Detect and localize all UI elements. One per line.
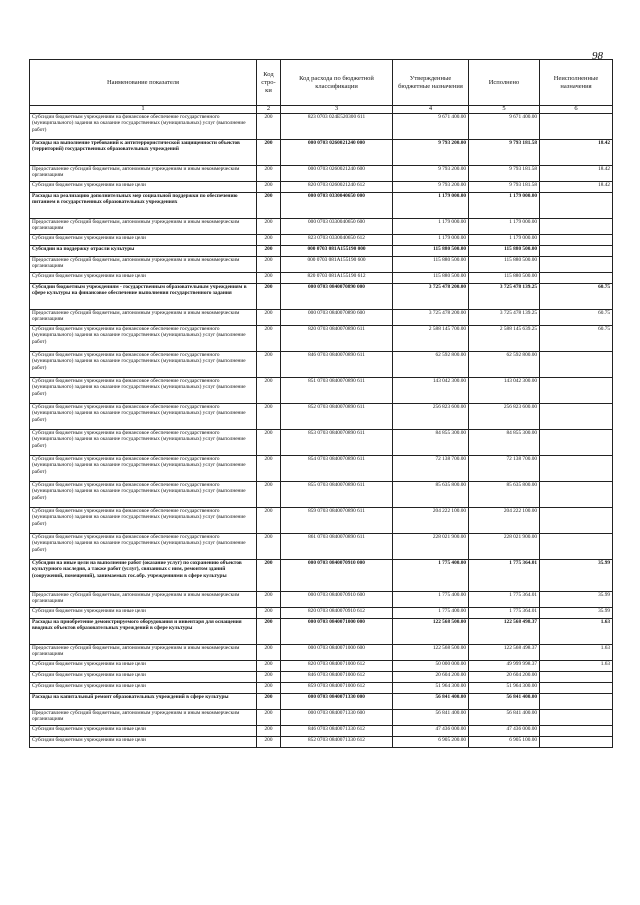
column-number: 3: [281, 106, 393, 114]
row-executed-amount: 9 793 181.58: [469, 182, 540, 193]
row-unfulfilled-amount: [540, 672, 613, 683]
row-name: Субсидии бюджетным учреждениям на финансовое обеспечение государственного (муниципального) задания на оказание государственных (муниципальных) услуг (выполнение работ): [30, 456, 257, 482]
row-unfulfilled-amount: [540, 352, 613, 378]
row-line-code: 200: [257, 534, 281, 560]
row-unfulfilled-amount: [540, 378, 613, 404]
table-row: [30, 645, 613, 661]
row-line-code: 200: [257, 683, 281, 694]
row-executed-amount: 115 880 500.00: [469, 257, 540, 273]
row-expense-code: 000 0703 0840070910 600: [281, 592, 393, 608]
table-row: [30, 378, 613, 404]
row-approved-amount: 1 775 400.00: [393, 560, 469, 592]
row-executed-amount: 1 179 000.00: [469, 219, 540, 235]
row-approved-amount: 115 880 500.00: [393, 273, 469, 284]
row-name: Субсидии бюджетным учреждениям на иные цели: [30, 737, 257, 748]
row-approved-amount: 84 855 300.00: [393, 430, 469, 456]
row-expense-code: 853 0703 0840070890 611: [281, 430, 393, 456]
row-unfulfilled-amount: 18.42: [540, 140, 613, 166]
row-unfulfilled-amount: [540, 482, 613, 508]
row-executed-amount: 204 222 100.00: [469, 508, 540, 534]
row-executed-amount: 115 880 500.00: [469, 246, 540, 257]
column-number: 2: [257, 106, 281, 114]
header-name: Наименование показателя: [30, 60, 257, 106]
row-approved-amount: 62 592 800.00: [393, 352, 469, 378]
row-line-code: 200: [257, 284, 281, 310]
row-executed-amount: 256 823 600.00: [469, 404, 540, 430]
row-expense-code: 000 0703 0330040650 000: [281, 193, 393, 219]
table-row: [30, 710, 613, 726]
row-expense-code: 859 0703 0840071000 612: [281, 683, 393, 694]
row-expense-code: 846 0703 0840071330 612: [281, 726, 393, 737]
row-unfulfilled-amount: [540, 430, 613, 456]
row-name: Субсидии бюджетным учреждениям на иные цели: [30, 683, 257, 694]
table-row: [30, 534, 613, 560]
row-name: Расходы на приобретение демонстрируемого оборудования и инвентаря для оснащения вводных объектов образовательных учреждений в сфере культуры: [30, 619, 257, 645]
table-row: [30, 672, 613, 683]
row-name: Субсидии бюджетным учреждениям - государственным образовательным учреждениям в сфере культуры на финансовое обеспечение выполнения государственного задания: [30, 284, 257, 310]
row-approved-amount: 1 775 400.00: [393, 592, 469, 608]
row-expense-code: 000 0703 0260021240 600: [281, 166, 393, 182]
row-executed-amount: 122 568 498.37: [469, 619, 540, 645]
row-unfulfilled-amount: [540, 726, 613, 737]
column-number: 1: [30, 106, 257, 114]
row-unfulfilled-amount: [540, 534, 613, 560]
table-row: [30, 310, 613, 326]
row-expense-code: 000 0703 0840071330 000: [281, 694, 393, 710]
row-line-code: 200: [257, 246, 281, 257]
row-line-code: 200: [257, 273, 281, 284]
row-executed-amount: 47 436 000.00: [469, 726, 540, 737]
row-line-code: 200: [257, 710, 281, 726]
row-executed-amount: 1 775 364.01: [469, 592, 540, 608]
table-row: [30, 726, 613, 737]
row-name: Предоставление субсидий бюджетным, автономным учреждениям и иным некоммерческим организациям: [30, 219, 257, 235]
row-expense-code: 861 0703 0840070890 611: [281, 534, 393, 560]
column-number: 5: [469, 106, 540, 114]
row-approved-amount: 6 905 200.00: [393, 737, 469, 748]
row-executed-amount: 20 604 200.00: [469, 672, 540, 683]
row-name: Субсидии на иные цели на выполнение работ (оказание услуг) по сохранению объектов культурного наследия, а также работ (услуг), связанных с ним, ремонтом зданий (сооружений, помещений), занимаемых гос.обр. учреждениями в сфере культуры: [30, 560, 257, 592]
table-row: [30, 592, 613, 608]
table-row: [30, 182, 613, 193]
table-row: [30, 284, 613, 310]
row-name: Субсидии бюджетным учреждениям на иные цели: [30, 235, 257, 246]
row-expense-code: 000 0703 0840070890 000: [281, 284, 393, 310]
row-unfulfilled-amount: [540, 219, 613, 235]
row-unfulfilled-amount: 60.75: [540, 284, 613, 310]
table-header-row: [30, 60, 613, 106]
row-approved-amount: 20 604 200.00: [393, 672, 469, 683]
row-line-code: 200: [257, 482, 281, 508]
row-approved-amount: 143 042 300.00: [393, 378, 469, 404]
row-expense-code: 000 0703 081А155190 600: [281, 257, 393, 273]
row-name: Субсидии бюджетным учреждениям на финансовое обеспечение государственного (муниципального) задания на оказание государственных (муниципальных) услуг (выполнение работ): [30, 378, 257, 404]
page-number: 98: [592, 50, 603, 62]
row-approved-amount: 1 179 000.00: [393, 235, 469, 246]
table-row: [30, 508, 613, 534]
row-approved-amount: 9 793 200.00: [393, 140, 469, 166]
row-executed-amount: 1 179 000.00: [469, 235, 540, 246]
row-approved-amount: 1 179 000.00: [393, 219, 469, 235]
row-line-code: 200: [257, 560, 281, 592]
row-executed-amount: 72 138 700.00: [469, 456, 540, 482]
row-name: Субсидии бюджетным учреждениям на финансовое обеспечение государственного (муниципального) задания на оказание государственных (муниципальных) услуг (выполнение работ): [30, 534, 257, 560]
table-row: [30, 140, 613, 166]
table-row: [30, 456, 613, 482]
row-expense-code: 820 0703 081А155190 612: [281, 273, 393, 284]
table-row: [30, 608, 613, 619]
row-executed-amount: 1 775 364.01: [469, 560, 540, 592]
header-line-code: Код стро-ки: [257, 60, 281, 106]
row-executed-amount: 85 635 800.00: [469, 482, 540, 508]
header-executed: Исполнено: [469, 60, 540, 106]
row-line-code: 200: [257, 645, 281, 661]
budget-execution-table: [29, 59, 613, 748]
row-executed-amount: 1 179 000.00: [469, 193, 540, 219]
row-name: Субсидии бюджетным учреждениям на финансовое обеспечение государственного (муниципального) задания на оказание государственных (муниципальных) услуг (выполнение работ): [30, 326, 257, 352]
row-line-code: 200: [257, 737, 281, 748]
row-line-code: 200: [257, 140, 281, 166]
row-unfulfilled-amount: 60.75: [540, 310, 613, 326]
header-unfulfilled: Неисполненные назначения: [540, 60, 613, 106]
table-row: [30, 326, 613, 352]
row-line-code: 200: [257, 672, 281, 683]
row-expense-code: 000 0703 0840070910 000: [281, 560, 393, 592]
row-name: Расходы на капитальный ремонт образовательных учреждений в сфере культуры: [30, 694, 257, 710]
row-executed-amount: 143 042 300.00: [469, 378, 540, 404]
row-line-code: 200: [257, 430, 281, 456]
row-name: Субсидии бюджетным учреждениям на финансовое обеспечение государственного (муниципального) задания на оказание государственных (муниципальных) услуг (выполнение работ): [30, 404, 257, 430]
row-approved-amount: 3 725 478 200.00: [393, 284, 469, 310]
row-expense-code: 823 0703 0330040650 612: [281, 235, 393, 246]
row-unfulfilled-amount: [540, 246, 613, 257]
row-unfulfilled-amount: 1.63: [540, 661, 613, 672]
row-unfulfilled-amount: 18.42: [540, 166, 613, 182]
row-line-code: 200: [257, 608, 281, 619]
row-executed-amount: 3 725 478 139.25: [469, 310, 540, 326]
row-name: Субсидии бюджетным учреждениям на иные цели: [30, 182, 257, 193]
row-line-code: 200: [257, 726, 281, 737]
row-unfulfilled-amount: 1.63: [540, 619, 613, 645]
row-expense-code: 846 0703 0840071000 612: [281, 672, 393, 683]
row-name: Расходы на выполнение требований к антитеррористической защищенности объектов (территорий) государственных образовательных учреждений: [30, 140, 257, 166]
row-unfulfilled-amount: [540, 683, 613, 694]
row-expense-code: 820 0703 0840070910 612: [281, 608, 393, 619]
table-row: [30, 661, 613, 672]
row-name: Субсидии бюджетным учреждениям на иные цели: [30, 661, 257, 672]
row-line-code: 200: [257, 219, 281, 235]
table-row: [30, 619, 613, 645]
row-line-code: 200: [257, 404, 281, 430]
row-approved-amount: 56 841 400.00: [393, 694, 469, 710]
row-name: Субсидии бюджетным учреждениям на финансовое обеспечение государственного (муниципального) задания на оказание государственных (муниципальных) услуг (выполнение работ): [30, 430, 257, 456]
row-expense-code: 000 0703 0840071000 600: [281, 645, 393, 661]
row-unfulfilled-amount: [540, 694, 613, 710]
row-line-code: 200: [257, 352, 281, 378]
table-row: [30, 219, 613, 235]
row-expense-code: 859 0703 0840070890 611: [281, 508, 393, 534]
row-executed-amount: 56 841 400.00: [469, 694, 540, 710]
row-approved-amount: 85 635 800.00: [393, 482, 469, 508]
row-unfulfilled-amount: [540, 114, 613, 140]
row-executed-amount: 9 793 181.58: [469, 140, 540, 166]
row-unfulfilled-amount: [540, 404, 613, 430]
row-expense-code: 000 0703 0840070890 600: [281, 310, 393, 326]
row-unfulfilled-amount: [540, 456, 613, 482]
row-approved-amount: 3 725 478 200.00: [393, 310, 469, 326]
row-unfulfilled-amount: [540, 193, 613, 219]
row-name: Субсидии бюджетным учреждениям на иные цели: [30, 273, 257, 284]
table-row: [30, 430, 613, 456]
table-row: [30, 683, 613, 694]
row-executed-amount: 56 841 400.00: [469, 710, 540, 726]
row-unfulfilled-amount: [540, 710, 613, 726]
row-executed-amount: 62 592 800.00: [469, 352, 540, 378]
row-line-code: 200: [257, 326, 281, 352]
table-row: [30, 193, 613, 219]
table-row: [30, 560, 613, 592]
row-expense-code: 852 0703 0840070890 611: [281, 404, 393, 430]
row-executed-amount: 9 793 181.58: [469, 166, 540, 182]
row-name: Предоставление субсидий бюджетным, автономным учреждениям и иным некоммерческим организациям: [30, 710, 257, 726]
row-expense-code: 823 0703 024Е520300 611: [281, 114, 393, 140]
row-line-code: 200: [257, 235, 281, 246]
row-name: Субсидии на поддержку отрасли культуры: [30, 246, 257, 257]
row-executed-amount: 51 964 300.00: [469, 683, 540, 694]
row-approved-amount: 50 000 000.00: [393, 661, 469, 672]
row-expense-code: 820 0703 0260021240 612: [281, 182, 393, 193]
row-line-code: 200: [257, 182, 281, 193]
table-row: [30, 235, 613, 246]
row-approved-amount: 1 775 400.00: [393, 608, 469, 619]
row-unfulfilled-amount: 1.63: [540, 645, 613, 661]
row-expense-code: 000 0703 0840071000 000: [281, 619, 393, 645]
row-approved-amount: 9 793 200.00: [393, 182, 469, 193]
row-executed-amount: 9 671 400.00: [469, 114, 540, 140]
row-unfulfilled-amount: 35.99: [540, 560, 613, 592]
row-name: Предоставление субсидий бюджетным, автономным учреждениям и иным некоммерческим организациям: [30, 166, 257, 182]
row-expense-code: 852 0703 0840071330 612: [281, 737, 393, 748]
row-approved-amount: 47 436 000.00: [393, 726, 469, 737]
row-approved-amount: 204 222 100.00: [393, 508, 469, 534]
row-unfulfilled-amount: [540, 273, 613, 284]
row-executed-amount: 49 999 998.37: [469, 661, 540, 672]
row-executed-amount: 1 775 364.01: [469, 608, 540, 619]
row-name: Субсидии бюджетным учреждениям на иные цели: [30, 726, 257, 737]
row-approved-amount: 115 880 500.00: [393, 246, 469, 257]
header-approved: Утвержденные бюджетные назначения: [393, 60, 469, 106]
row-line-code: 200: [257, 310, 281, 326]
row-line-code: 200: [257, 166, 281, 182]
table-row: [30, 257, 613, 273]
row-approved-amount: 56 841 400.00: [393, 710, 469, 726]
row-name: Субсидии бюджетным учреждениям на финансовое обеспечение государственного (муниципального) задания на оказание государственных (муниципальных) услуг (выполнение работ): [30, 114, 257, 140]
row-line-code: 200: [257, 661, 281, 672]
row-executed-amount: 2 588 145 639.25: [469, 326, 540, 352]
row-approved-amount: 256 823 600.00: [393, 404, 469, 430]
row-unfulfilled-amount: [540, 508, 613, 534]
row-name: Субсидии бюджетным учреждениям на финансовое обеспечение государственного (муниципального) задания на оказание государственных (муниципальных) услуг (выполнение работ): [30, 508, 257, 534]
row-executed-amount: 122 568 498.37: [469, 645, 540, 661]
row-name: Субсидии бюджетным учреждениям на финансовое обеспечение государственного (муниципального) задания на оказание государственных (муниципальных) услуг (выполнение работ): [30, 482, 257, 508]
row-expense-code: 000 0703 0840071330 600: [281, 710, 393, 726]
row-unfulfilled-amount: 18.42: [540, 182, 613, 193]
row-line-code: 200: [257, 378, 281, 404]
row-name: Субсидии бюджетным учреждениям на иные цели: [30, 672, 257, 683]
row-executed-amount: 228 021 900.00: [469, 534, 540, 560]
row-approved-amount: 51 964 300.00: [393, 683, 469, 694]
row-expense-code: 000 0703 081А155190 000: [281, 246, 393, 257]
row-line-code: 200: [257, 193, 281, 219]
row-unfulfilled-amount: [540, 737, 613, 748]
row-executed-amount: 115 880 500.00: [469, 273, 540, 284]
table-row: [30, 482, 613, 508]
row-executed-amount: 84 855 300.00: [469, 430, 540, 456]
table-row: [30, 694, 613, 710]
row-expense-code: 855 0703 0840070890 611: [281, 482, 393, 508]
row-approved-amount: 228 021 900.00: [393, 534, 469, 560]
row-line-code: 200: [257, 694, 281, 710]
row-expense-code: 851 0703 0840070890 611: [281, 378, 393, 404]
row-unfulfilled-amount: [540, 257, 613, 273]
row-executed-amount: 6 905 100.00: [469, 737, 540, 748]
row-expense-code: 854 0703 0840070890 611: [281, 456, 393, 482]
row-name: Субсидии бюджетным учреждениям на иные цели: [30, 608, 257, 619]
row-approved-amount: 1 179 000.00: [393, 193, 469, 219]
column-number-row: [30, 106, 613, 114]
row-name: Субсидии бюджетным учреждениям на финансовое обеспечение государственного (муниципального) задания на оказание государственных (муниципальных) услуг (выполнение работ): [30, 352, 257, 378]
row-line-code: 200: [257, 508, 281, 534]
row-approved-amount: 9 671 400.00: [393, 114, 469, 140]
row-approved-amount: 122 568 500.00: [393, 619, 469, 645]
table-row: [30, 246, 613, 257]
row-name: Расходы на реализацию дополнительных мер социальной поддержки по обеспечению питанием в государственных образовательных учреждениях: [30, 193, 257, 219]
header-expense-code: Код расхода по бюджетной классификации: [281, 60, 393, 106]
row-name: Предоставление субсидий бюджетным, автономным учреждениям и иным некоммерческим организациям: [30, 257, 257, 273]
table-row: [30, 737, 613, 748]
row-expense-code: 820 0703 0840071000 612: [281, 661, 393, 672]
row-approved-amount: 115 880 500.00: [393, 257, 469, 273]
row-executed-amount: 3 725 478 139.25: [469, 284, 540, 310]
row-name: Предоставление субсидий бюджетным, автономным учреждениям и иным некоммерческим организациям: [30, 592, 257, 608]
row-line-code: 200: [257, 456, 281, 482]
row-expense-code: 000 0703 0260021240 000: [281, 140, 393, 166]
row-expense-code: 820 0703 0840070890 611: [281, 326, 393, 352]
table-body: [30, 114, 613, 748]
row-approved-amount: 122 568 500.00: [393, 645, 469, 661]
table-row: [30, 404, 613, 430]
row-approved-amount: 72 138 700.00: [393, 456, 469, 482]
row-name: Предоставление субсидий бюджетным, автономным учреждениям и иным некоммерческим организациям: [30, 310, 257, 326]
row-approved-amount: 2 588 145 700.00: [393, 326, 469, 352]
table-row: [30, 114, 613, 140]
row-unfulfilled-amount: 60.75: [540, 326, 613, 352]
row-approved-amount: 9 793 200.00: [393, 166, 469, 182]
row-expense-code: 000 0703 0330040650 600: [281, 219, 393, 235]
table-row: [30, 273, 613, 284]
column-number: 6: [540, 106, 613, 114]
row-unfulfilled-amount: 35.99: [540, 592, 613, 608]
row-line-code: 200: [257, 619, 281, 645]
row-expense-code: 846 0703 0840070890 611: [281, 352, 393, 378]
row-line-code: 200: [257, 592, 281, 608]
row-line-code: 200: [257, 114, 281, 140]
table-row: [30, 166, 613, 182]
row-unfulfilled-amount: [540, 235, 613, 246]
column-number: 4: [393, 106, 469, 114]
table-row: [30, 352, 613, 378]
row-line-code: 200: [257, 257, 281, 273]
row-name: Предоставление субсидий бюджетным, автономным учреждениям и иным некоммерческим организациям: [30, 645, 257, 661]
row-unfulfilled-amount: 35.99: [540, 608, 613, 619]
